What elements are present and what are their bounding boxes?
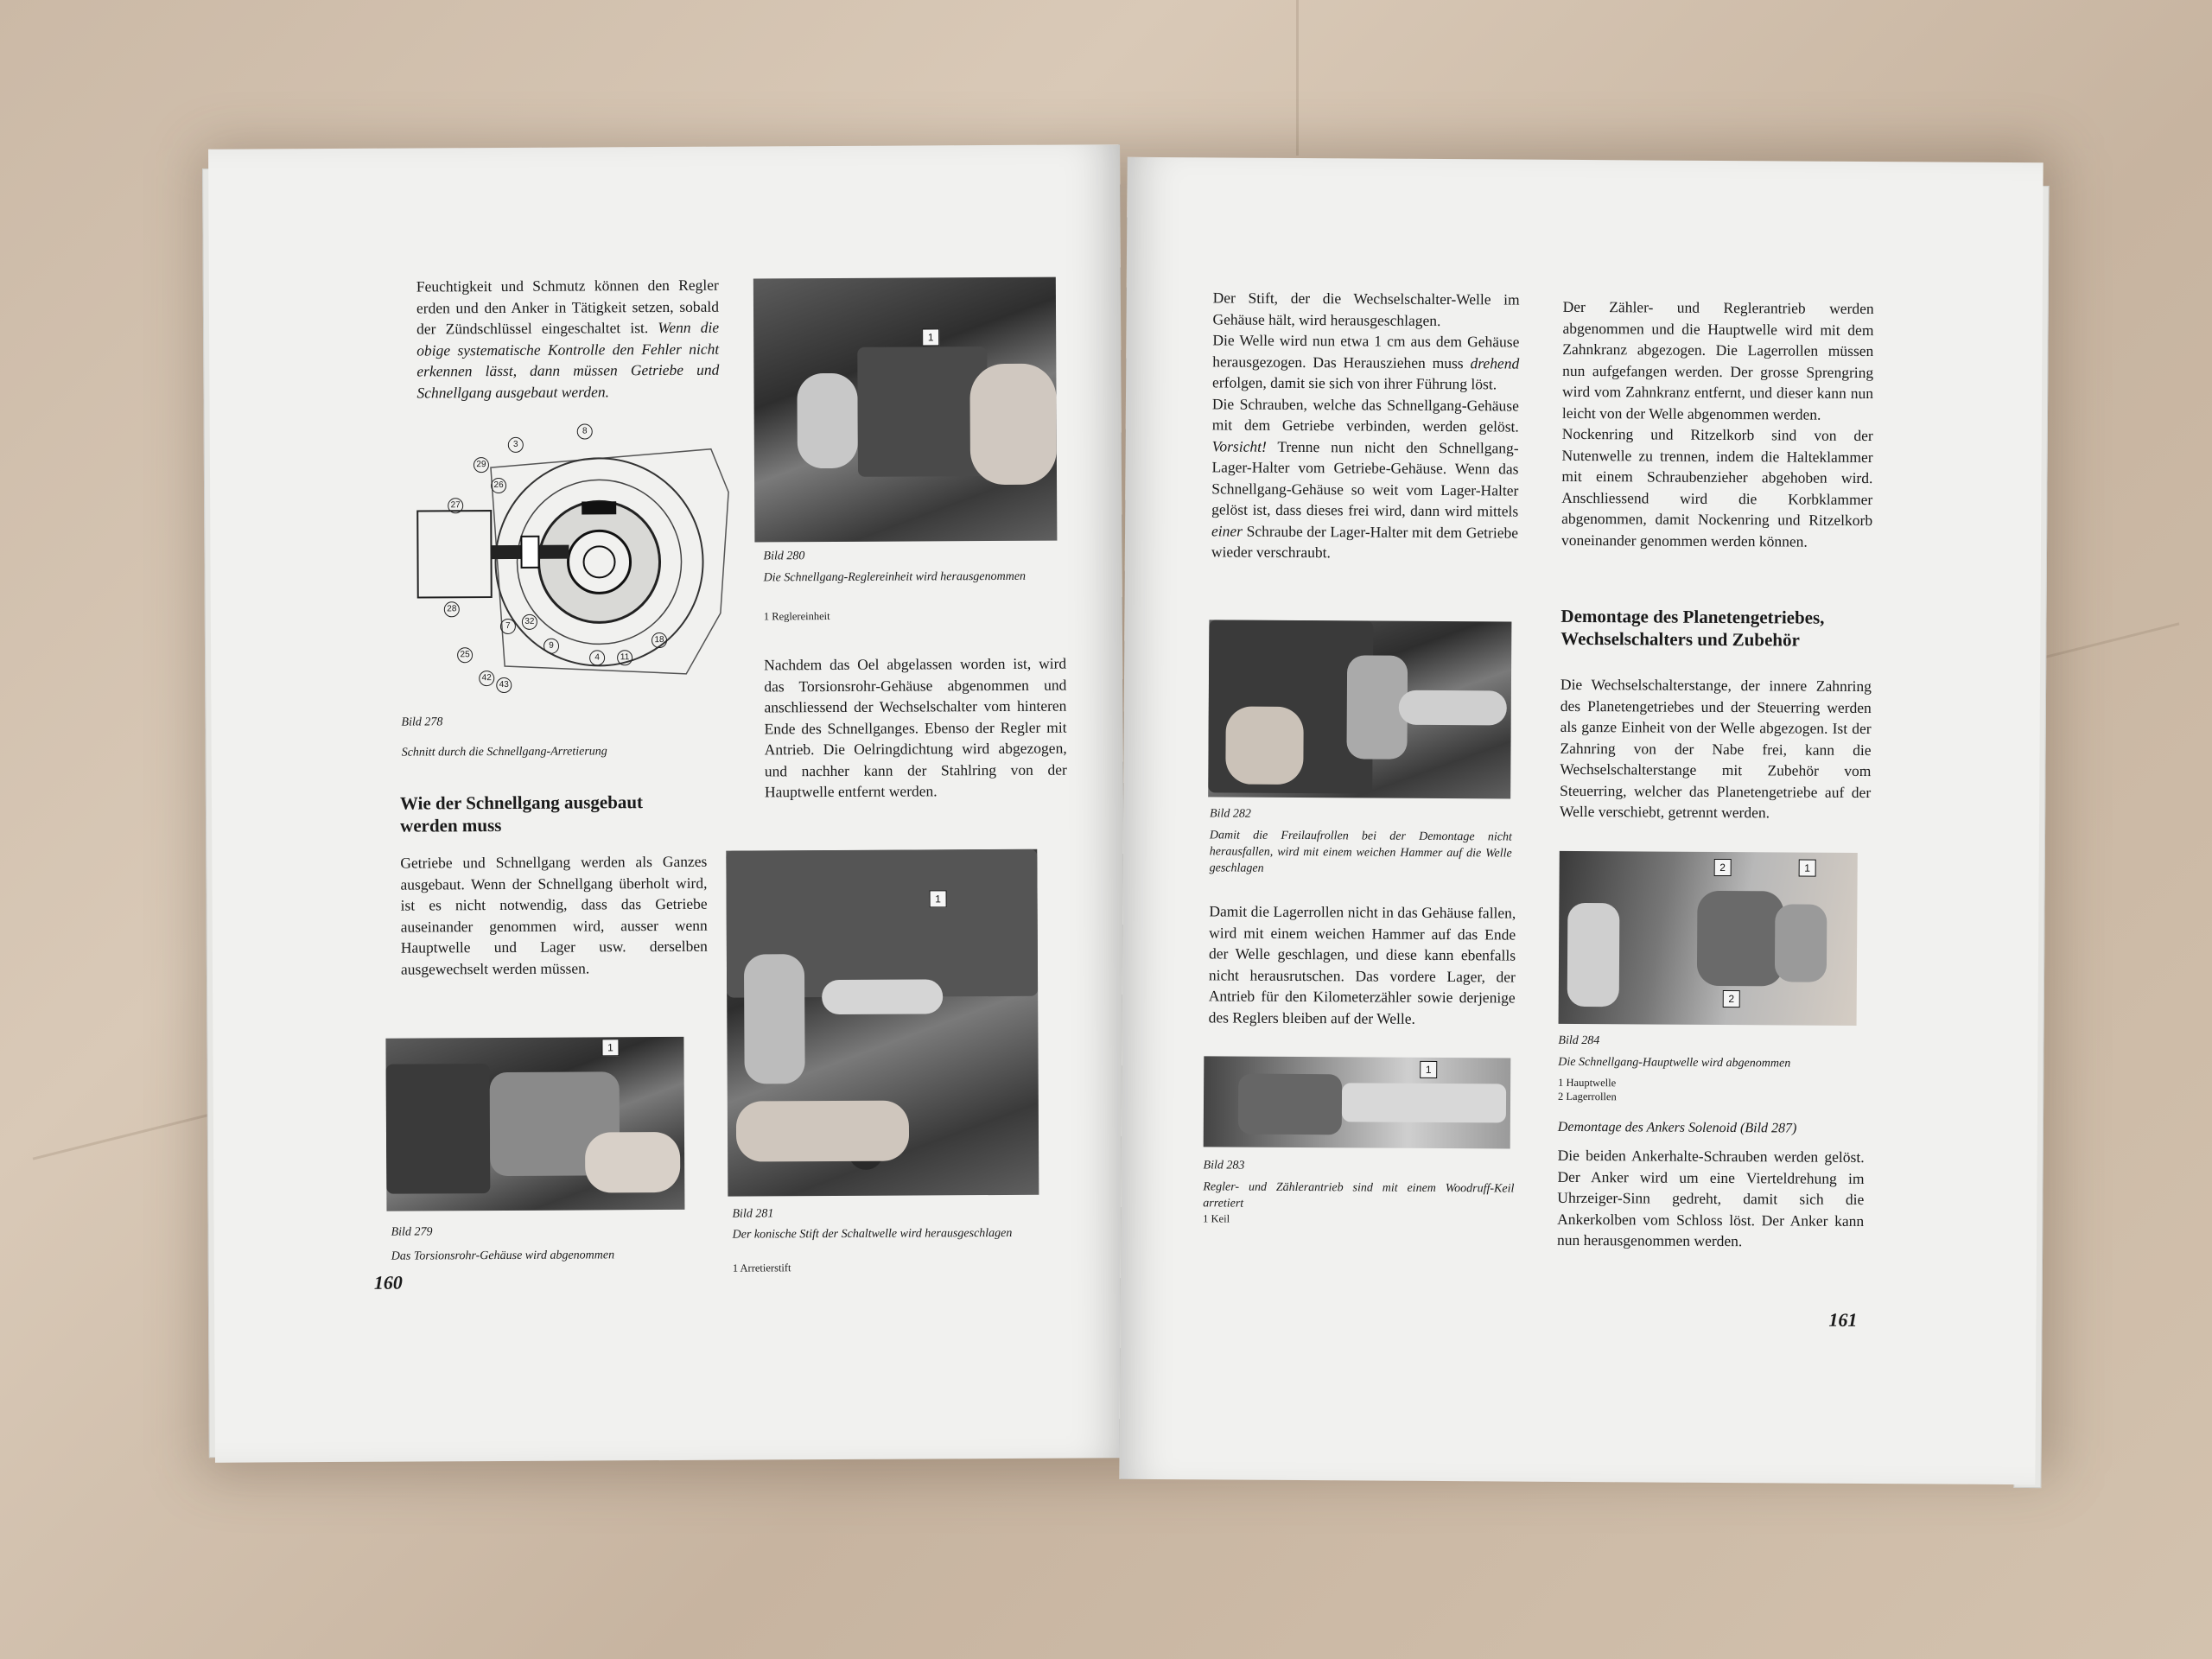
diagram-number-label: 28 — [444, 601, 460, 617]
fig284-label: Bild 284 — [1558, 1033, 1600, 1048]
fig280-label: Bild 280 — [763, 550, 805, 563]
left-page — [208, 144, 1127, 1463]
floor-seam — [1296, 0, 1299, 156]
diagram-number-label: 11 — [617, 650, 632, 665]
diagram-number-label: 4 — [589, 650, 605, 665]
section-heading: Wie der Schnellgang ausgebaut werden muss — [399, 791, 644, 836]
fig283-label: Bild 283 — [1203, 1159, 1245, 1173]
page-number-left: 160 — [373, 1271, 403, 1294]
diagram-number-label: 26 — [491, 478, 506, 493]
fig284-caption: Die Schnellgang-Hauptwelle wird abgenommen — [1558, 1055, 1791, 1071]
photo-fig280 — [753, 277, 1058, 543]
photo-fig279 — [385, 1037, 684, 1211]
diagram-number-label: 43 — [496, 677, 512, 693]
fig278-label: Bild 278 — [401, 715, 443, 729]
fig280-legend: 1 Reglereinheit — [763, 610, 830, 623]
diagram-number-label: 32 — [522, 614, 537, 630]
page-number-right: 161 — [1828, 1308, 1858, 1331]
paragraph-oel: Nachdem das Oel abgelassen worden ist, wird das Torsionsrohr-Gehäuse abgenommen und anschliessend der Wechselschalter vom hinteren Ende des Schnellganges. Ebenso der Regler mit Antrieb. Die Oelringdichtung wird abgezogen, und nachher kann der Stahlring von der Hauptwelle entfernt werden. — [764, 654, 1067, 801]
fig279-caption: Das Torsionsrohr-Gehäuse wird abgenommen — [391, 1249, 615, 1263]
diagram-number-label: 7 — [500, 619, 516, 634]
fig281-legend: 1 Arretierstift — [732, 1262, 791, 1274]
paragraph-zaehler: Der Zähler- und Reglerantrieb werden abgenommen und die Hauptwelle wird mit dem Zahnkranz abgezogen. Die Lagerrollen müssen nun aufgefangen werden. Der grosse Sprengring wird vom Zahnkranz entfernt, und dieser kann nun leicht von der Welle abgenommen werden. Nockenring und Ritzelkorb sind von der Nutenwelle zu trennen, indem die Halteklammer mit einem Schraubenzieher abgehoben wird. Anschliessend wird die Korbklammer abgenommen, damit Nockenring und Ritzelkorb voneinander genommen werden können. — [1560, 297, 1874, 550]
fig281-label: Bild 281 — [732, 1207, 774, 1221]
fig281-callout: 1 — [930, 890, 947, 907]
diagram-number-label: 29 — [474, 457, 489, 473]
paragraph-lager: Damit die Lagerrollen nicht in das Gehäuse fallen, wird mit einem weichen Hammer auf das Ende der Welle geschlagen, und diese kann ebenfalls nicht herausrutschen. Das vordere Lager, der Antrieb für den Kilometerzähler sowie derjenige des Reglers bleiben auf der Welle. — [1208, 902, 1516, 1027]
paragraph-stift: Der Stift, der die Wechselschalter-Welle im Gehäuse hält, wird herausgeschlagen. Die Welle wird nun etwa 1 cm aus dem Gehäuse herausgezogen. Das Herausziehen muss drehend erfolgen, damit sie sich von ihrer Führung löst. Die Schrauben, welche das Schnellgang-Gehäuse mit dem Getriebe verbinden, werden gelöst. Vorsicht! Trenne nun nicht den Schnellgang-Lager-Halter vom Getriebe-Gehäuse. Wenn das Schnellgang-Gehäuse so weit vom Lager-Halter gelöst ist, dass dieses frei wird, dann wird mittels einer Schraube der Lager-Halter mit dem Getriebe wieder verschraubt. — [1211, 289, 1520, 562]
photo-fig284 — [1559, 851, 1858, 1026]
fig278-caption: Schnitt durch die Schnellgang-Arretierung — [401, 745, 607, 760]
diagram-number-label: 3 — [508, 437, 524, 453]
cross-section-diagram — [400, 415, 747, 693]
section-heading-planetengetriebe: Demontage des Planetengetriebes, Wechselschalters und Zubehör — [1560, 605, 1825, 651]
diagram-number-label: 42 — [479, 671, 494, 686]
fig282-label: Bild 282 — [1209, 807, 1251, 821]
right-page — [1119, 157, 2043, 1484]
diagram-number-label: 18 — [652, 632, 667, 648]
fig279-label: Bild 279 — [391, 1225, 433, 1239]
diagram-number-label: 9 — [543, 639, 559, 654]
fig279-callout: 1 — [601, 1039, 619, 1056]
subheading-anker: Demontage des Ankers Solenoid (Bild 287) — [1557, 1119, 1797, 1136]
fig280-caption: Die Schnellgang-Reglereinheit wird herausgenommen — [763, 569, 1027, 585]
fig283-legend: 1 Keil — [1203, 1212, 1230, 1225]
fig284-legend-1: 1 Hauptwelle — [1558, 1076, 1617, 1090]
fig281-caption: Der konische Stift der Schaltwelle wird herausgeschlagen — [732, 1226, 1013, 1242]
intro-text: Feuchtigkeit und Schmutz können den Regler erden und den Anker in Tätigkeit setzen, sobald der Zündschlüssel eingeschaltet ist. Wenn die obige systematische Kontrolle den Fehler nicht erkennen lässt, dann müssen Getriebe und Schnellgang ausgebaut werden. — [416, 276, 720, 402]
diagram-number-label: 8 — [577, 423, 593, 439]
photo-fig282 — [1208, 620, 1511, 798]
fig284-callout-1: 1 — [1799, 860, 1816, 877]
photo-fig281 — [726, 849, 1039, 1197]
fig284-callout-2a: 2 — [1714, 859, 1732, 876]
fig283-callout: 1 — [1420, 1061, 1437, 1078]
paragraph-getriebe: Getriebe und Schnellgang werden als Ganzes ausgebaut. Wenn der Schnellgang überholt wird, ist es nicht notwendig, dass das Getriebe auseinander genommen wird, ausser wenn Hauptwelle und Lager usw. derselben ausgewechselt werden müssen. — [400, 852, 708, 978]
fig284-legend-2: 2 Lagerrollen — [1558, 1090, 1617, 1103]
paragraph-wechsel: Die Wechselschalterstange, der innere Zahnring des Planetengetriebes und der Steuerring werden als ganze Einheit von der Welle abgezogen. Ist der Zahnring von der Nabe frei, kann die Wechselschalterstange mit Zubehör vom Steuerring, welcher das Planetengetriebe auf der Welle verschiebt, getrennt werden. — [1560, 675, 1872, 822]
fig282-caption: Damit die Freilaufrollen bei der Demontage nicht herausfallen, wird mit einem weichen Hammer auf die Welle geschlagen — [1209, 829, 1512, 875]
photo-fig283 — [1204, 1056, 1511, 1148]
diagram-number-label: 25 — [457, 647, 473, 663]
fig280-callout: 1 — [922, 328, 939, 346]
diagram-number-label: 27 — [448, 498, 463, 513]
paragraph-anker: Die beiden Ankerhalte-Schrauben werden gelöst. Der Anker wird um eine Vierteldrehung im Uhrzeiger-Sinn gedreht, damit sich die Ankerkolben vom Schloss löst. Der Anker kann nun herausgenommen werden. — [1556, 1146, 1865, 1250]
fig283-caption: Regler- und Zählerantrieb sind mit einem Woodruff-Keil arretiert — [1203, 1180, 1515, 1211]
fig284-callout-2b: 2 — [1723, 990, 1740, 1007]
